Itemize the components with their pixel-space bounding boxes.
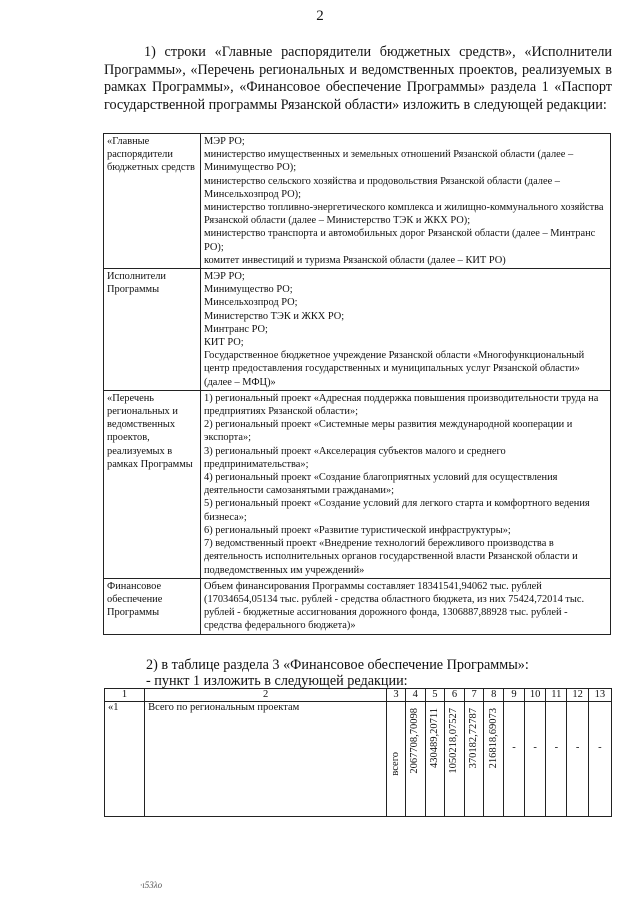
passport-line: Государственное бюджетное учреждение Рязанской области «Многофункциональный центр предоставления государственных и муниципальных услуг Рязанской области» (далее – МФЦ)» — [204, 350, 585, 388]
passport-line: 3) региональный проект «Акселерация субъектов малого и среднего предпринимательства»; — [204, 445, 506, 470]
value-col6: 1050218,07527 — [448, 708, 460, 774]
financing-row — [105, 702, 612, 817]
passport-line: Минтранс РО; — [204, 323, 268, 335]
passport-line: 6) региональный проект «Развитие туристической инфраструктуры»; — [204, 524, 511, 536]
passport-line: 5) региональный проект «Создание условий для легкого старта и комфортного ведения бизнеса»; — [204, 498, 590, 523]
cell-value — [546, 702, 567, 817]
passport-row — [104, 134, 611, 269]
passport-row — [104, 390, 611, 578]
column-number: 9 — [504, 689, 525, 702]
passport-row — [104, 578, 611, 634]
column-number: 1 — [105, 689, 145, 702]
passport-line: Министерство ТЭК и ЖКХ РО; — [204, 310, 345, 322]
column-number: 8 — [484, 689, 504, 702]
column-number: 12 — [567, 689, 588, 702]
passport-line: 2) региональный проект «Системные меры развития международной кооперации и экспорта»; — [204, 419, 573, 444]
passport-line: 7) ведомственный проект «Внедрение технологий бережливого производства в деятельность исполнительных органов государственной власти Рязанской области и подведомственных им учреждений» — [204, 538, 578, 576]
column-number: 3 — [387, 689, 406, 702]
value-col5: 430489,20711 — [428, 708, 440, 768]
column-number: 2 — [145, 689, 387, 702]
passport-line: министерство топливно-энергетического комплекса и жилищно-коммунального хозяйства Рязанской области (далее – Министерство ТЭК и ЖКХ РО); — [204, 202, 604, 227]
passport-row-content — [201, 390, 611, 578]
passport-line: МЭР РО; — [204, 271, 245, 283]
value-col8: 216818,69073 — [487, 708, 499, 769]
column-number: 11 — [546, 689, 567, 702]
column-number: 4 — [405, 689, 425, 702]
passport-line: Объем финансирования Программы составляет 18341541,94062 тыс. рублей (17034654,05134 тыс. рублей - средства областного бюджета, из них 75424,72014 тыс. рублей - бюджетные ассигнования дорожного фонда, 1306887,88928 тыс. рублей - средства федерального бюджета)» — [204, 580, 585, 632]
intro-paragraph: 1) строки «Главные распорядители бюджетных средств», «Исполнители Программы», «Перечень региональных и ведомственных проектов, реализуемых в рамках Программы», «Финансовое обеспечение Программы» раздела 1 «Паспорт государственной программы Рязанской области» изложить в следующей редакции: — [104, 44, 612, 113]
cell-source — [387, 702, 406, 817]
passport-line: КИТ РО; — [204, 337, 244, 349]
value-col7: 370182,72787 — [468, 708, 480, 769]
passport-table — [103, 133, 611, 635]
column-number: 6 — [445, 689, 465, 702]
cell-value — [484, 702, 504, 817]
passport-line: министерство имущественных и земельных отношений Рязанской области (далее – Минимущество РО); — [204, 149, 574, 174]
financing-header-row — [105, 689, 612, 702]
column-number: 5 — [425, 689, 445, 702]
passport-row-label: «Перечень региональных и ведомственных проектов, реализуемых в рамках Программы — [104, 390, 201, 578]
column-number: 13 — [588, 689, 611, 702]
cell-value — [588, 702, 611, 817]
value-col12: - — [575, 742, 580, 753]
page-number: 2 — [316, 8, 324, 24]
passport-row-label: «Главные распорядители бюджетных средств — [104, 134, 201, 269]
value-col13: - — [598, 742, 602, 753]
funding-source: всего — [390, 752, 402, 776]
section2-subheading: - пункт 1 изложить в следующей редакции: — [146, 673, 408, 689]
passport-row-label: Финансовое обеспечение Программы — [104, 578, 201, 634]
passport-line: комитет инвестиций и туризма Рязанской области (далее – КИТ РО) — [204, 254, 506, 266]
passport-line: МЭР РО; — [204, 136, 245, 147]
passport-line: Минсельхозпрод РО; — [204, 297, 298, 309]
passport-row — [104, 269, 611, 391]
column-number: 10 — [524, 689, 545, 702]
row-name: Всего по региональным проектам — [145, 702, 387, 817]
cell-value — [425, 702, 445, 817]
cell-value — [464, 702, 484, 817]
passport-line: Минимущество РО; — [204, 284, 293, 296]
financing-table — [104, 688, 612, 817]
cell-value — [567, 702, 588, 817]
value-col10: - — [533, 742, 537, 753]
passport-row-content — [201, 134, 611, 269]
passport-line: 4) региональный проект «Создание благоприятных условий для осуществления деятельности самозанятыми гражданами»; — [204, 472, 558, 497]
passport-row-label: Исполнители Программы — [104, 269, 201, 391]
value-col4: 2067708,70098 — [409, 708, 421, 774]
value-col11: - — [554, 742, 559, 753]
column-number: 7 — [464, 689, 484, 702]
value-col9: - — [512, 742, 516, 753]
cell-value — [524, 702, 545, 817]
stamp-mark: ·ι53λο — [140, 880, 163, 890]
section2-heading: 2) в таблице раздела 3 «Финансовое обеспечение Программы»: — [146, 657, 529, 673]
cell-value — [504, 702, 525, 817]
passport-line: 1) региональный проект «Адресная поддержка повышения производительности труда на предприятиях Рязанской области»; — [204, 392, 599, 418]
passport-line: министерство сельского хозяйства и продовольствия Рязанской области (далее – Минсельхозпрод РО); — [204, 175, 560, 200]
passport-row-content — [201, 269, 611, 391]
row-number: «1 — [105, 702, 145, 817]
cell-value — [445, 702, 465, 817]
passport-row-content — [201, 578, 611, 634]
cell-value — [405, 702, 425, 817]
passport-line: министерство транспорта и автомобильных дорог Рязанской области (далее – Минтранс РО); — [204, 228, 596, 253]
